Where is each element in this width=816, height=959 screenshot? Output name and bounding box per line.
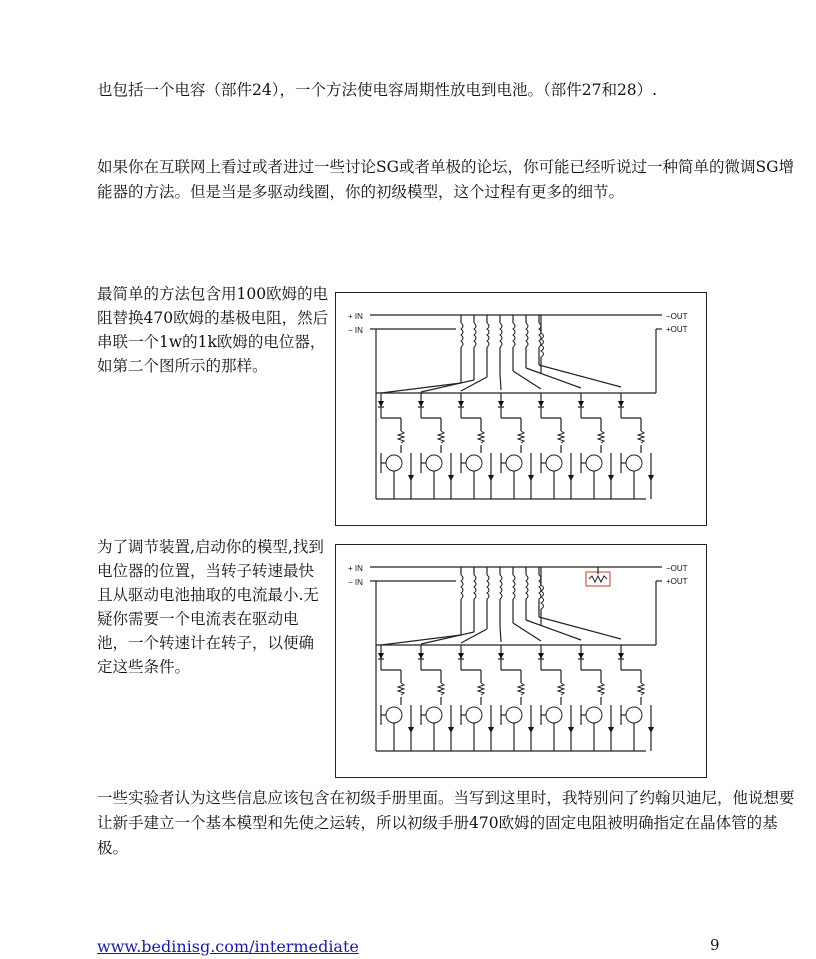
label-plus-out: +OUT: [666, 577, 688, 586]
transistor-icon: [626, 455, 642, 471]
footer-link[interactable]: www.bedinisg.com/intermediate: [97, 937, 359, 956]
resistor-icon: [558, 683, 564, 695]
transistor-icon: [426, 455, 442, 471]
coil-route: [539, 365, 621, 387]
transistor-icon: [546, 707, 562, 723]
resistor-icon: [558, 431, 564, 443]
coil: [513, 323, 515, 347]
diode-icon: [378, 401, 384, 407]
paragraph-1: 也包括一个电容（部件24），一个方法使电容周期性放电到电池。（部件27和28）.: [97, 81, 658, 99]
transistor-icon: [546, 455, 562, 471]
circuit-svg-1: [336, 293, 706, 525]
coil-route: [539, 617, 621, 639]
circuit-svg-2: [336, 545, 706, 777]
coil-secondary: [541, 585, 544, 609]
resistor-icon: [598, 683, 604, 695]
transistor-icon: [426, 707, 442, 723]
diode-icon: [618, 401, 624, 407]
transistor-icon: [506, 707, 522, 723]
diode-icon: [498, 401, 504, 407]
resistor-icon: [518, 683, 524, 695]
resistor-icon: [478, 431, 484, 443]
resistor-icon: [598, 431, 604, 443]
diode-icon: [498, 653, 504, 659]
label-plus-in: + IN: [348, 312, 363, 321]
coil: [461, 575, 463, 599]
label-minus-in: − IN: [348, 578, 363, 587]
coil-route: [500, 626, 501, 642]
paragraph-5: 一些实验者认为这些信息应该包含在初级手册里面。当写到这里时，我特别问了约翰贝迪尼，他说想要让新手建立一个基本模型和先使之运转，所以初级手册470欧姆的固定电阻被明确指定在晶体管的基极。: [97, 789, 795, 857]
transistor-icon: [386, 455, 402, 471]
resistor-icon: [398, 431, 404, 443]
resistor-icon: [638, 683, 644, 695]
transistor-icon: [466, 707, 482, 723]
diode-icon: [578, 401, 584, 407]
circuit-diagram-1: [335, 292, 707, 526]
transistor-icon: [386, 707, 402, 723]
potentiometer-icon: [589, 576, 607, 582]
coil: [526, 323, 528, 347]
coil-route: [513, 371, 541, 389]
label-plus-in: + IN: [348, 564, 363, 573]
coil-route: [513, 623, 541, 641]
label-minus-in: − IN: [348, 326, 363, 335]
coil-route: [421, 632, 474, 644]
resistor-icon: [478, 683, 484, 695]
diode-icon: [538, 401, 544, 407]
coil: [500, 575, 502, 599]
transistor-icon: [586, 455, 602, 471]
coil: [513, 575, 515, 599]
resistor-icon: [398, 683, 404, 695]
resistor-icon: [438, 431, 444, 443]
label-plus-out: +OUT: [666, 325, 688, 334]
coil-secondary: [541, 333, 544, 357]
coil: [526, 575, 528, 599]
resistor-icon: [518, 431, 524, 443]
diode-icon: [418, 401, 424, 407]
paragraph-3: 最简单的方法包含用100欧姆的电阻替换470欧姆的基极电阻，然后串联一个1w的1k欧姆的电位器，如第二个图所示的那样。: [97, 285, 329, 375]
diode-icon: [538, 653, 544, 659]
coil-route: [421, 380, 474, 392]
coil: [474, 575, 476, 599]
page-number: 9: [710, 936, 720, 954]
coil: [500, 323, 502, 347]
diode-icon: [378, 653, 384, 659]
coil: [474, 323, 476, 347]
circuit-diagram-2: [335, 544, 707, 778]
coil-route: [500, 374, 501, 390]
paragraph-4: 为了调节装置,启动你的模型,找到电位器的位置，当转子转速最快且从驱动电池抽取的电流最小.无疑你需要一个电流表在驱动电池，一个转速计在转子，以便确定这些条件。: [97, 538, 324, 676]
transistor-icon: [466, 455, 482, 471]
diode-icon: [458, 653, 464, 659]
transistor-icon: [586, 707, 602, 723]
diode-icon: [578, 653, 584, 659]
diode-icon: [418, 653, 424, 659]
label-minus-out: −OUT: [666, 564, 688, 573]
paragraph-2: 如果你在互联网上看过或者进过一些讨论SG或者单极的论坛，你可能已经听说过一种简单的微调SG增能器的方法。但是当是多驱动线圈，你的初级模型，这个过程有更多的细节。: [97, 158, 795, 201]
resistor-icon: [638, 431, 644, 443]
transistor-icon: [626, 707, 642, 723]
label-minus-out: −OUT: [666, 312, 688, 321]
coil: [487, 575, 489, 599]
diode-icon: [618, 653, 624, 659]
transistor-icon: [506, 455, 522, 471]
resistor-icon: [438, 683, 444, 695]
coil: [461, 323, 463, 347]
diode-icon: [458, 401, 464, 407]
coil: [487, 323, 489, 347]
